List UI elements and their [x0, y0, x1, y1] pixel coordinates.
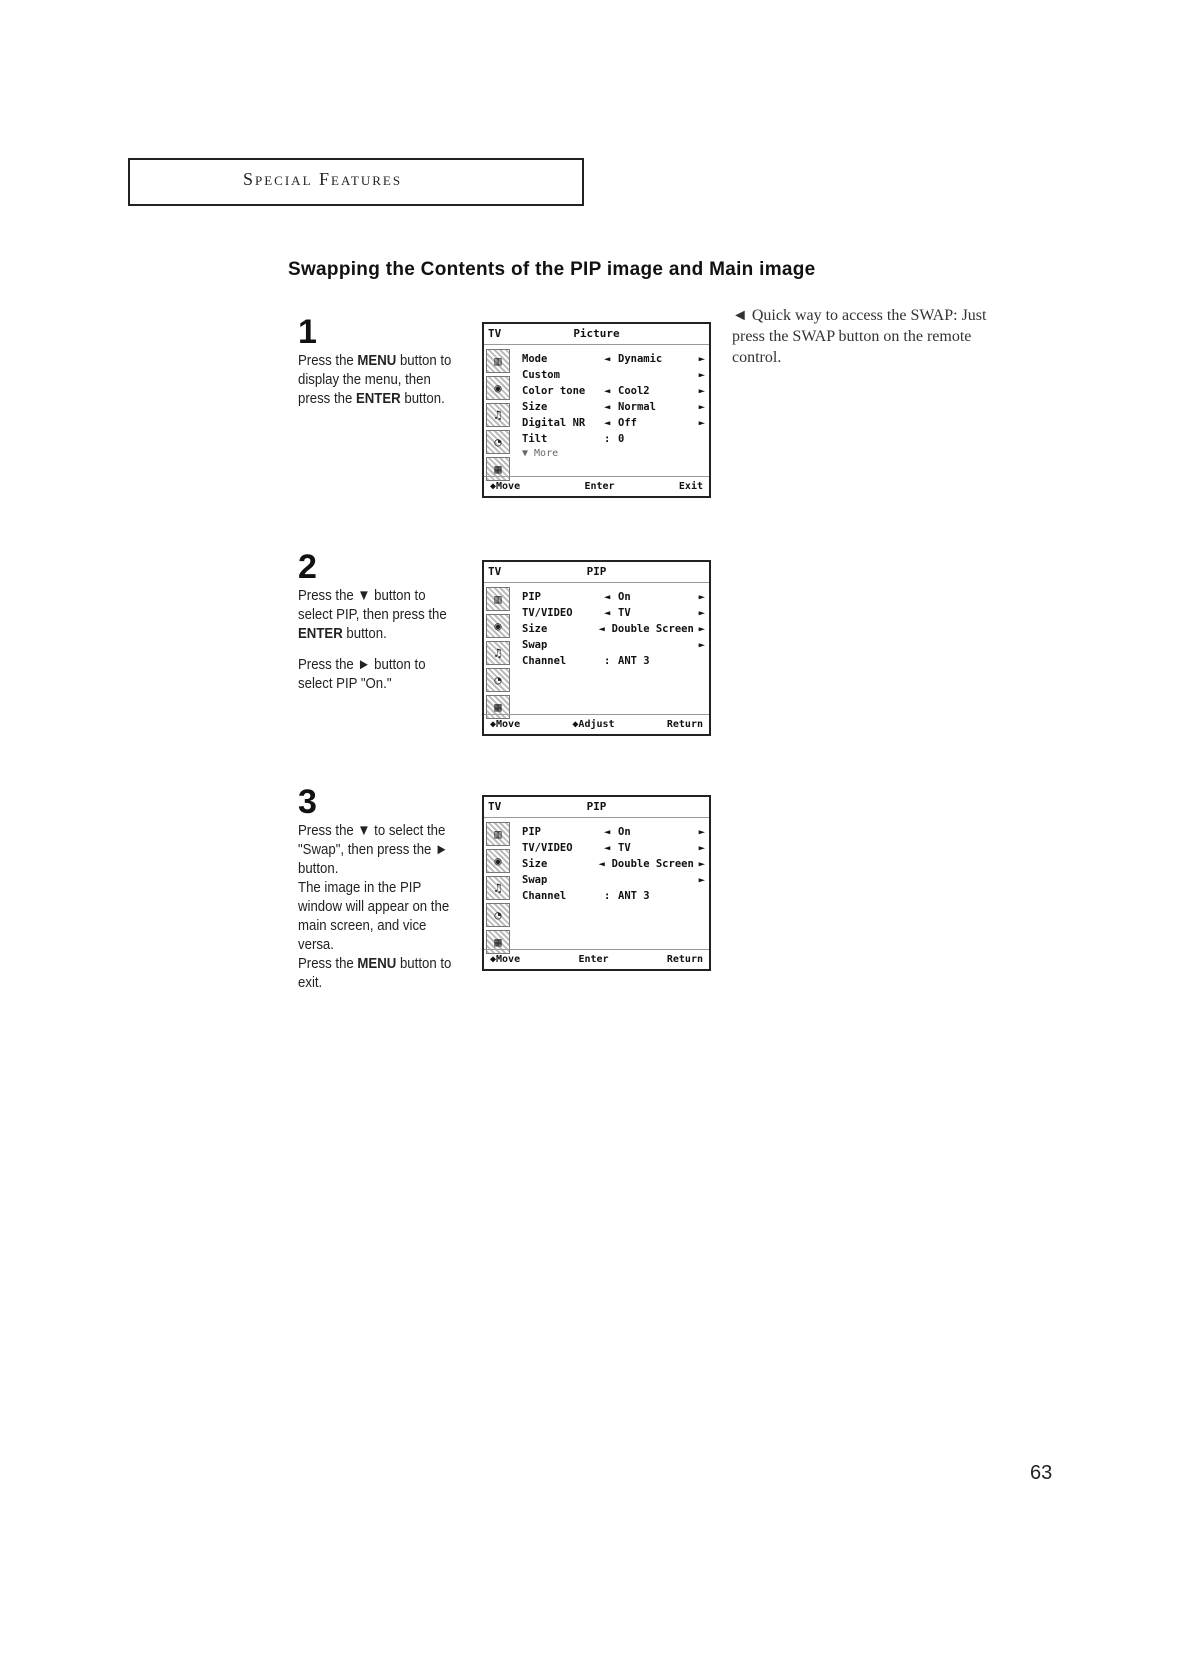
row-value: TV [618, 842, 631, 854]
row-label: Size [522, 401, 548, 413]
osd-footer-item: Return [666, 954, 703, 965]
row-arrow: ► [698, 353, 705, 365]
tip-text: ◄ Quick way to access the SWAP: Just press the SWAP button on the remote control. [732, 307, 987, 366]
step-instructions: Press the ▼ button to select PIP, then press the ENTER button. Press the ► button to select PIP "On." [298, 587, 447, 692]
osd-footer [484, 476, 709, 496]
sound-icon: ◉ [486, 849, 510, 873]
row-value: 0 [618, 433, 625, 445]
row-value: On [618, 826, 631, 838]
osd-menu-1 [482, 322, 711, 498]
row-arrow [693, 431, 705, 447]
osd-row [522, 888, 705, 904]
row-label: PIP [522, 826, 541, 838]
row-label: Mode [522, 353, 548, 365]
row-arrow [693, 888, 705, 904]
step-instructions: Press the MENU button to display the menu, then press the ENTER button. [298, 352, 452, 407]
row-value [618, 872, 693, 888]
row-value: On [618, 591, 631, 603]
row-marker: : [604, 890, 611, 902]
row-marker: : [604, 655, 611, 667]
osd-footer-item: Enter [578, 954, 609, 965]
row-arrow: ► [698, 607, 705, 619]
row-value: ANT 3 [618, 655, 650, 667]
osd-footer-item: Return [666, 719, 703, 730]
channel-icon: ♫ [486, 403, 510, 427]
row-label: Size [522, 623, 548, 635]
row-marker [604, 367, 618, 383]
setup-icon: ◔ [486, 903, 510, 927]
row-value: Off [618, 417, 637, 429]
row-marker: ◄ [604, 353, 611, 365]
osd-row [522, 621, 705, 637]
row-marker: ◄ [604, 607, 611, 619]
function-icon: ▦ [486, 457, 510, 481]
channel-icon: ♫ [486, 876, 510, 900]
osd-row [522, 431, 705, 447]
osd-title: PIP [586, 800, 607, 813]
osd-source: TV [488, 327, 502, 340]
row-marker: ◄ [604, 591, 611, 603]
row-label: Size [522, 858, 548, 870]
osd-source: TV [488, 800, 502, 813]
osd-menu-3 [482, 795, 711, 971]
row-value: TV [618, 607, 631, 619]
step-instructions: Press the ▼ to select the "Swap", then press the ► button. The image in the PIP window will appear on the main screen, and vice versa. Press the MENU button to exit. [298, 822, 452, 991]
step-number: 2 [298, 548, 317, 586]
channel-icon: ♫ [486, 641, 510, 665]
osd-row [522, 824, 705, 840]
osd-footer-item: ◆Move [490, 954, 521, 965]
osd-footer-item: ◆Move [490, 481, 521, 492]
row-label: Channel [522, 890, 567, 902]
osd-title: PIP [586, 565, 607, 578]
osd-footer-item: ◆Adjust [572, 719, 615, 730]
osd-footer [484, 714, 709, 734]
row-value: ANT 3 [618, 890, 650, 902]
step-number: 3 [298, 783, 317, 821]
osd-row [522, 589, 705, 605]
row-arrow: ► [698, 639, 705, 651]
row-value [618, 367, 693, 383]
row-value: Double Screen [611, 858, 694, 870]
osd-row [522, 856, 705, 872]
osd-menu-2 [482, 560, 711, 736]
row-label: PIP [522, 591, 541, 603]
row-value: Double Screen [611, 623, 694, 635]
osd-row [522, 637, 705, 653]
row-label: Custom [522, 369, 560, 381]
osd-row [522, 399, 705, 415]
row-label: Channel [522, 655, 567, 667]
row-marker: ◄ [604, 826, 611, 838]
setup-icon: ◔ [486, 430, 510, 454]
picture-icon: ▥ [486, 822, 510, 846]
osd-row [522, 383, 705, 399]
row-label: TV/VIDEO [522, 607, 573, 619]
row-marker: ◄ [604, 385, 611, 397]
row-arrow: ► [698, 401, 705, 413]
row-label: Swap [522, 639, 548, 651]
row-label: TV/VIDEO [522, 842, 573, 854]
osd-source: TV [488, 565, 502, 578]
row-arrow: ► [698, 385, 705, 397]
sound-icon: ◉ [486, 614, 510, 638]
osd-footer [484, 949, 709, 969]
sound-icon: ◉ [486, 376, 510, 400]
picture-icon: ▥ [486, 587, 510, 611]
row-arrow: ► [698, 369, 705, 381]
osd-row [522, 605, 705, 621]
osd-row [522, 840, 705, 856]
row-marker: ◄ [598, 623, 605, 635]
page-number: 63 [1030, 1462, 1053, 1484]
row-marker: ◄ [604, 417, 611, 429]
row-value [618, 637, 693, 653]
row-arrow: ► [698, 858, 705, 870]
row-value: Dynamic [618, 353, 663, 365]
osd-row [522, 415, 705, 431]
function-icon: ▦ [486, 930, 510, 954]
row-arrow: ► [698, 417, 705, 429]
page-title: Swapping the Contents of the PIP image and Main image [288, 259, 816, 280]
row-value: Normal [618, 401, 656, 413]
setup-icon: ◔ [486, 668, 510, 692]
osd-footer-item: Enter [584, 481, 615, 492]
row-arrow: ► [698, 842, 705, 854]
row-label: Tilt [522, 433, 548, 445]
row-value: Cool2 [618, 385, 650, 397]
row-marker [604, 872, 618, 888]
osd-footer-item: ◆Move [490, 719, 521, 730]
osd-row [522, 872, 705, 888]
row-arrow [693, 653, 705, 669]
osd-row [522, 351, 705, 367]
row-label: Digital NR [522, 417, 586, 429]
row-arrow: ► [698, 591, 705, 603]
osd-row [522, 653, 705, 669]
row-label: Color tone [522, 385, 586, 397]
row-arrow: ► [698, 874, 705, 886]
step-number: 1 [298, 313, 317, 351]
osd-row [522, 367, 705, 383]
row-marker: ◄ [604, 401, 611, 413]
section-title: Special Features [243, 169, 403, 189]
row-label: Swap [522, 874, 548, 886]
row-marker: ◄ [604, 842, 611, 854]
row-arrow: ► [698, 623, 705, 635]
osd-more: ▼ More [522, 448, 559, 459]
function-icon: ▦ [486, 695, 510, 719]
row-arrow: ► [698, 826, 705, 838]
osd-title: Picture [573, 327, 620, 340]
row-marker: ◄ [598, 858, 605, 870]
row-marker [604, 637, 618, 653]
picture-icon: ▥ [486, 349, 510, 373]
osd-footer-item: Exit [678, 481, 703, 492]
row-marker: : [604, 433, 611, 445]
